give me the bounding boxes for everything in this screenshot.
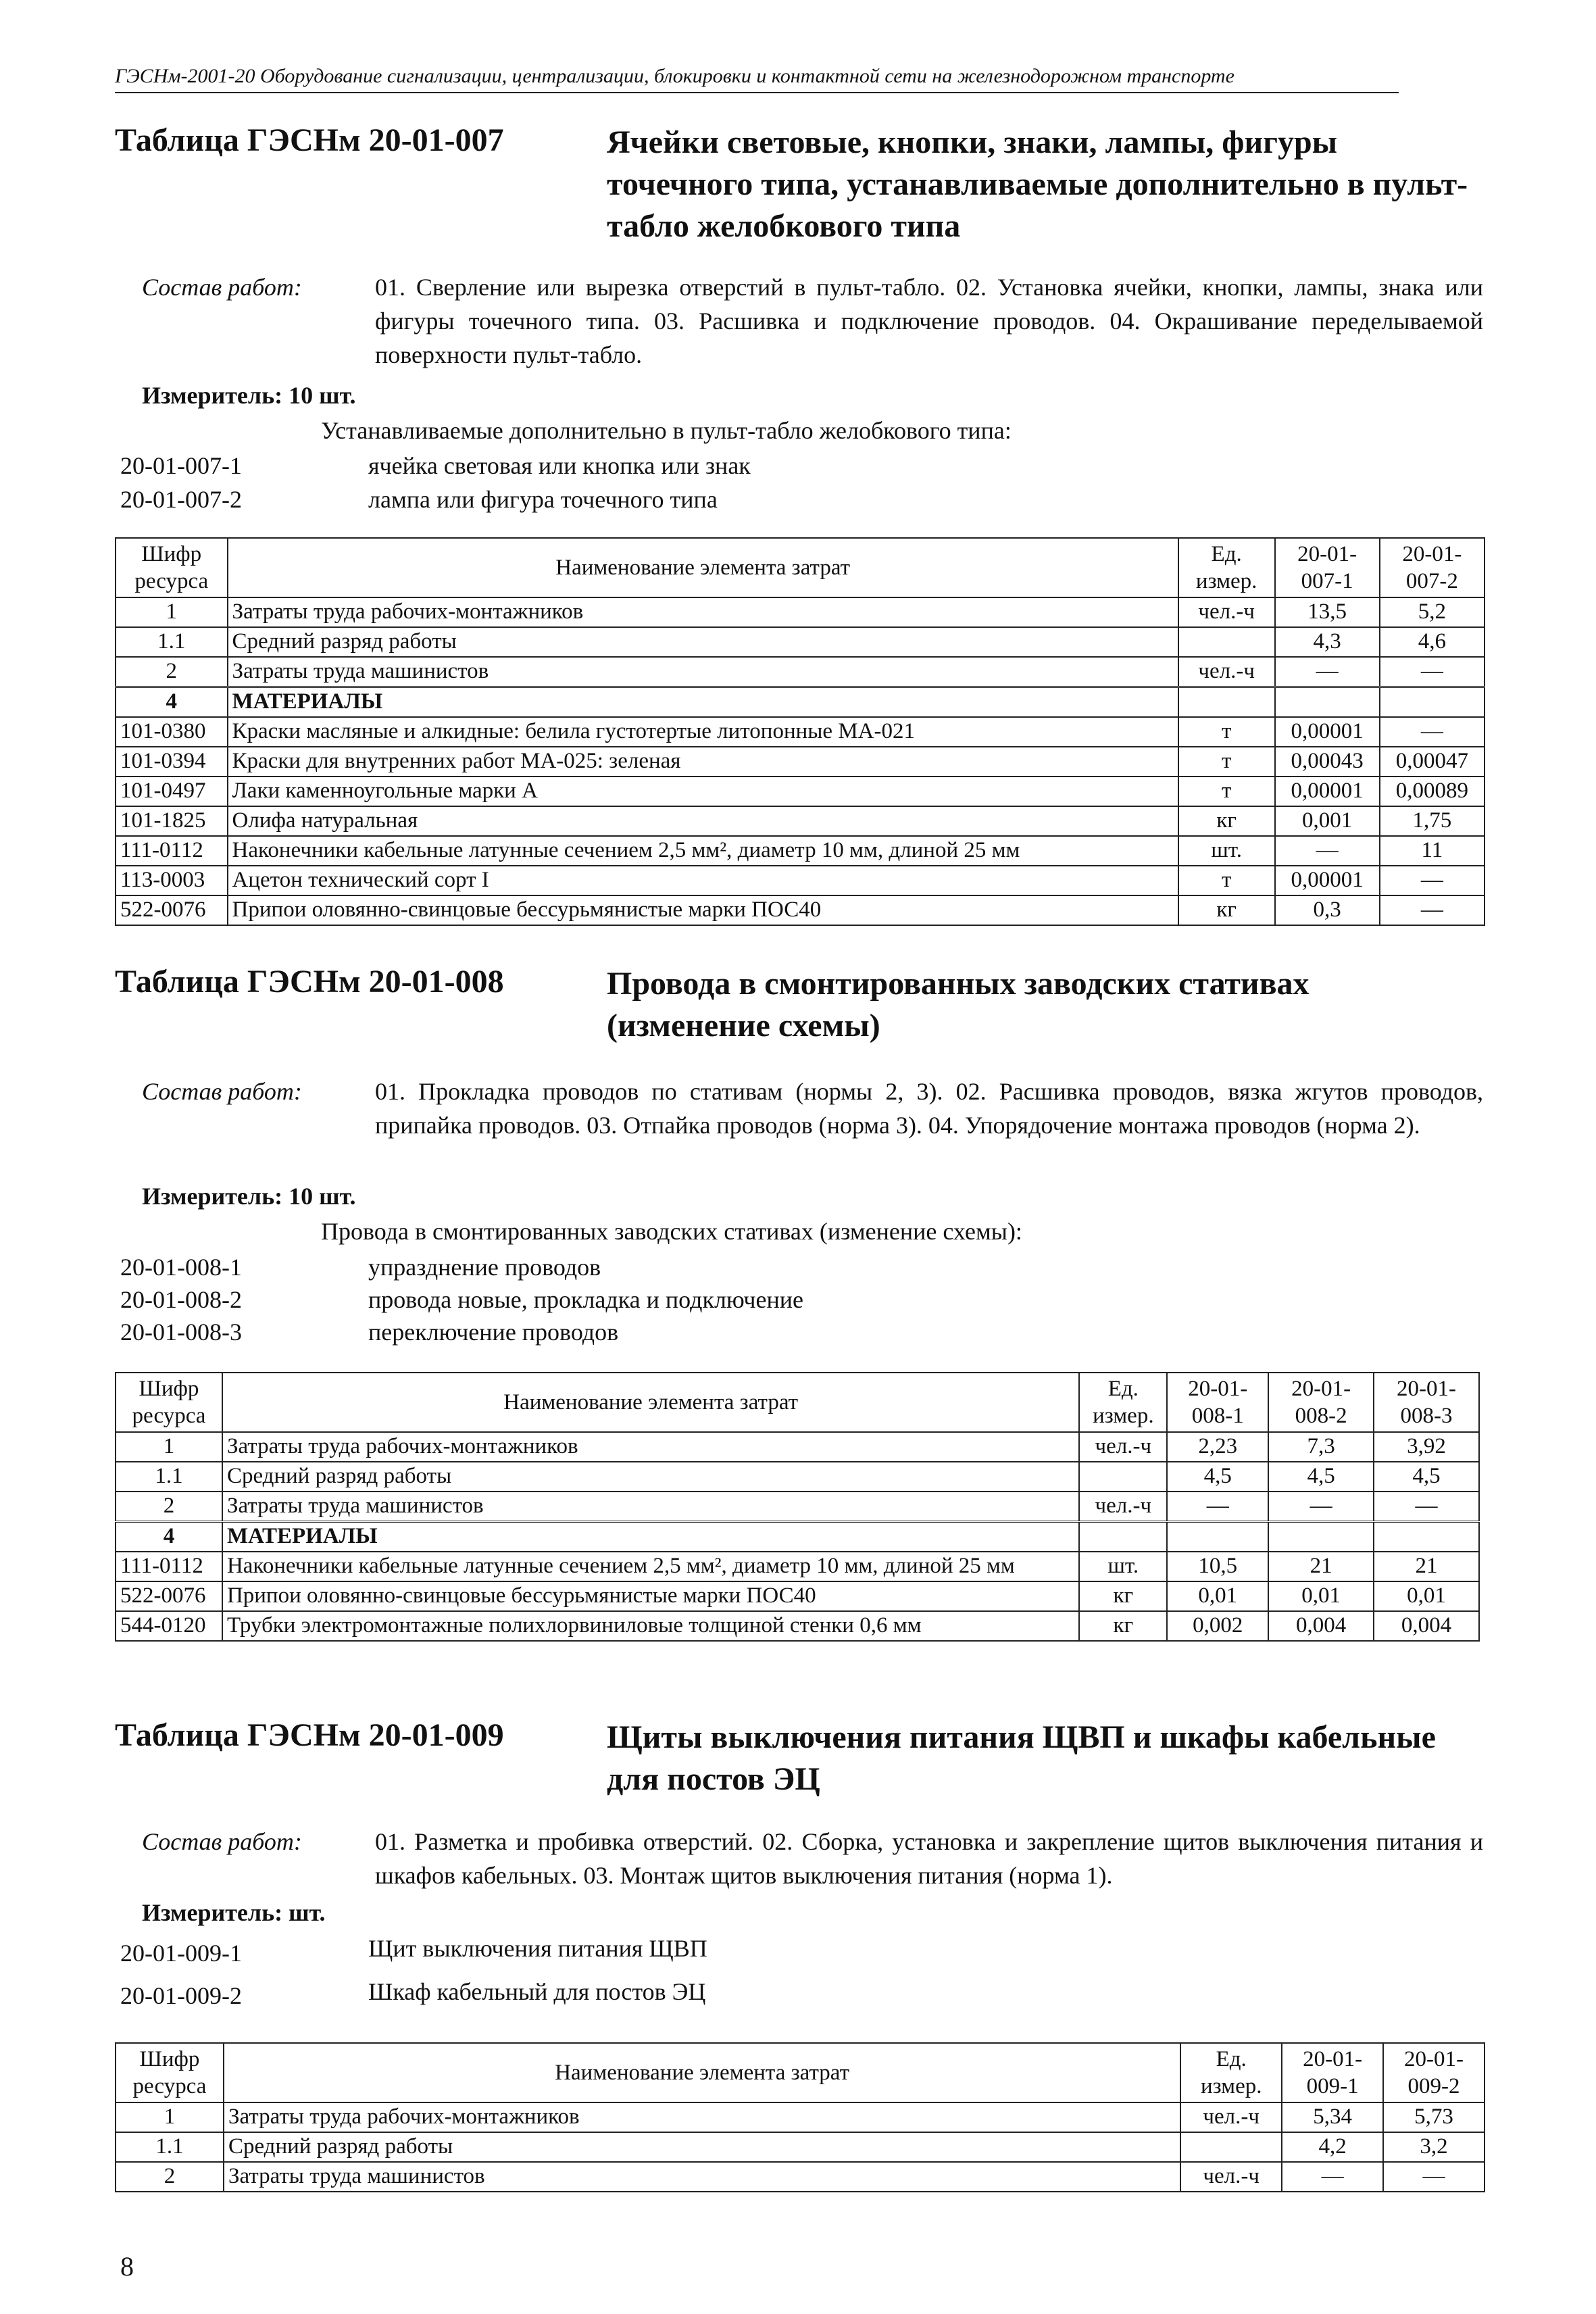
table-row: 111-0112 Наконечники кабельные латунные сечением 2,5 мм², диаметр 10 мм, длиной 25 мм шт. — 11 [116, 836, 1485, 866]
header-unit: Ед. измер. [1079, 1373, 1167, 1432]
header-norm-col: 20-01- 008-2 [1268, 1373, 1374, 1432]
table-title: Щиты выключения питания ЩВП и шкафы кабельные для постов ЭЦ [607, 1719, 1436, 1797]
sostav-label: Состав работ: [142, 274, 302, 301]
table-row: 101-1825 Олифа натуральная кг 0,001 1,75 [116, 806, 1485, 836]
materials-row: 4 МАТЕРИАЛЫ [116, 1522, 1479, 1552]
header-name: Наименование элемента затрат [228, 538, 1178, 597]
running-header: ГЭСНм-2001-20 Оборудование сигнализации, централизации, блокировки и контактной сети на железнодорожном транспорте [115, 65, 1399, 93]
table-row: 111-0112 Наконечники кабельные латунные сечением 2,5 мм², диаметр 10 мм, длиной 25 мм шт. 10,5 21 21 [116, 1552, 1479, 1581]
header-norm-col: 20-01- 009-2 [1383, 2043, 1485, 2102]
norm-text: упразднение проводов [368, 1254, 601, 1281]
sostav-text: 01. Сверление или вырезка отверстий в пульт-табло. 02. Установка ячейки, кнопки, лампы, знака или фигуры точечного типа. 03. Расшивка и подключение проводов. 04. Окрашивание переделываемой поверхности пульт-табло. [375, 274, 1483, 368]
izmeritel-label [142, 378, 355, 412]
header-unit: Ед. измер. [1178, 538, 1275, 597]
table-label: Таблица ГЭСНм 20-01-008 [115, 964, 504, 1000]
table-row: 1 Затраты труда рабочих-монтажников чел.-ч 13,5 5,2 [116, 597, 1485, 627]
table-row: 101-0394 Краски для внутренних работ МА-025: зеленая т 0,00043 0,00047 [116, 747, 1485, 777]
materials-row: 4 МАТЕРИАЛЫ [116, 687, 1485, 718]
norm-text: Шкаф кабельный для постов ЭЦ [368, 1978, 706, 2005]
page-number: 8 [120, 2251, 134, 2282]
norm-code: 20-01-008-3 [120, 1319, 242, 1346]
table-header-row [116, 2043, 1485, 2102]
norm-intro: Провода в смонтированных заводских стативах (изменение схемы): [321, 1218, 1022, 1245]
izmeritel-label-text: Измеритель: [142, 382, 283, 409]
table-row: 2 Затраты труда машинистов чел.-ч — — [116, 2162, 1485, 2192]
table-row: 2 Затраты труда машинистов чел.-ч — — [116, 657, 1485, 687]
header-unit: Ед. измер. [1180, 2043, 1282, 2102]
norm-intro: Устанавливаемые дополнительно в пульт-табло желобкового типа: [321, 417, 1012, 444]
izmeritel-value: шт. [289, 1899, 326, 1926]
norm-text: Щит выключения питания ЩВП [368, 1935, 707, 1962]
table-row: 522-0076 Припои оловянно-свинцовые бессурьмянистые марки ПОС40 кг 0,3 — [116, 895, 1485, 925]
table-row: 1 Затраты труда рабочих-монтажников чел.-ч 2,23 7,3 3,92 [116, 1432, 1479, 1462]
header-norm-col: 20-01- 008-3 [1374, 1373, 1479, 1432]
header-name: Наименование элемента затрат [224, 2043, 1180, 2102]
table-row: 1.1 Средний разряд работы 4,3 4,6 [116, 627, 1485, 657]
cost-table [115, 537, 1485, 926]
table-row: 101-0380 Краски масляные и алкидные: белила густотертые литопонные МА-021 т 0,00001 — [116, 717, 1485, 747]
table-title: Провода в смонтированных заводских стативах (изменение схемы) [607, 966, 1310, 1043]
table-row: 1.1 Средний разряд работы 4,5 4,5 4,5 [116, 1462, 1479, 1492]
header-name: Наименование элемента затрат [222, 1373, 1079, 1432]
header-norm-col: 20-01- 009-1 [1282, 2043, 1383, 2102]
norm-code: 20-01-009-1 [120, 1940, 242, 1967]
norm-code: 20-01-009-2 [120, 1982, 242, 2009]
sostav-label: Состав работ: [142, 1828, 302, 1855]
norm-text: провода новые, прокладка и подключение [368, 1286, 804, 1313]
table-row: 113-0003 Ацетон технический сорт I т 0,00001 — [116, 866, 1485, 895]
sostav-label: Состав работ: [142, 1078, 302, 1105]
table-row: 522-0076 Припои оловянно-свинцовые бессурьмянистые марки ПОС40 кг 0,01 0,01 0,01 [116, 1581, 1479, 1611]
table-row: 2 Затраты труда машинистов чел.-ч — — — [116, 1492, 1479, 1522]
table-row: 544-0120 Трубки электромонтажные полихлорвиниловые толщиной стенки 0,6 мм кг 0,002 0,004 0,004 [116, 1611, 1479, 1641]
norm-text: ячейка световая или кнопка или знак [368, 452, 751, 479]
header-code: Шифр ресурса [116, 2043, 224, 2102]
table-row: 1 Затраты труда рабочих-монтажников чел.-ч 5,34 5,73 [116, 2102, 1485, 2132]
table-row: 1.1 Средний разряд работы 4,2 3,2 [116, 2132, 1485, 2162]
sostav-text: 01. Разметка и пробивка отверстий. 02. Сборка, установка и закрепление щитов выключения питания и шкафов кабельных. 03. Монтаж щитов выключения питания (норма 1). [375, 1828, 1483, 1889]
norm-text: лампа или фигура точечного типа [368, 486, 718, 513]
header-norm-col: 20-01- 008-1 [1167, 1373, 1268, 1432]
norm-text: переключение проводов [368, 1319, 619, 1346]
table-header-row [116, 1373, 1479, 1432]
header-code: Шифр ресурса [116, 538, 228, 597]
header-norm-col: 20-01- 007-1 [1275, 538, 1380, 597]
izmeritel-value: 10 шт. [289, 382, 356, 409]
izmeritel-label-text: Измеритель: [142, 1899, 283, 1926]
sostav-text: 01. Прокладка проводов по стативам (нормы 2, 3). 02. Расшивка проводов, вязка жгутов проводов, припайка проводов. 03. Отпайка проводов (норма 3). 04. Упорядочение монтажа проводов (норма 2). [375, 1078, 1483, 1139]
izmeritel-label [142, 1179, 355, 1213]
table-title: Ячейки световые, кнопки, знаки, лампы, фигуры точечного типа, устанавливаемые дополнительно в пульт-табло желобкового типа [607, 124, 1468, 244]
norm-code: 20-01-007-2 [120, 486, 242, 513]
izmeritel-label [142, 1896, 325, 1929]
table-label: Таблица ГЭСНм 20-01-007 [115, 122, 504, 158]
norm-code: 20-01-008-2 [120, 1286, 242, 1313]
header-norm-col: 20-01- 007-2 [1380, 538, 1485, 597]
cost-table [115, 2042, 1485, 2192]
table-label: Таблица ГЭСНм 20-01-009 [115, 1717, 504, 1753]
izmeritel-label-text: Измеритель: [142, 1183, 283, 1210]
header-code: Шифр ресурса [116, 1373, 222, 1432]
cost-table [115, 1372, 1480, 1642]
table-header-row [116, 538, 1485, 597]
norm-code: 20-01-008-1 [120, 1254, 242, 1281]
table-row: 101-0497 Лаки каменноугольные марки А т 0,00001 0,00089 [116, 777, 1485, 806]
norm-code: 20-01-007-1 [120, 452, 242, 479]
izmeritel-value: 10 шт. [289, 1183, 356, 1210]
